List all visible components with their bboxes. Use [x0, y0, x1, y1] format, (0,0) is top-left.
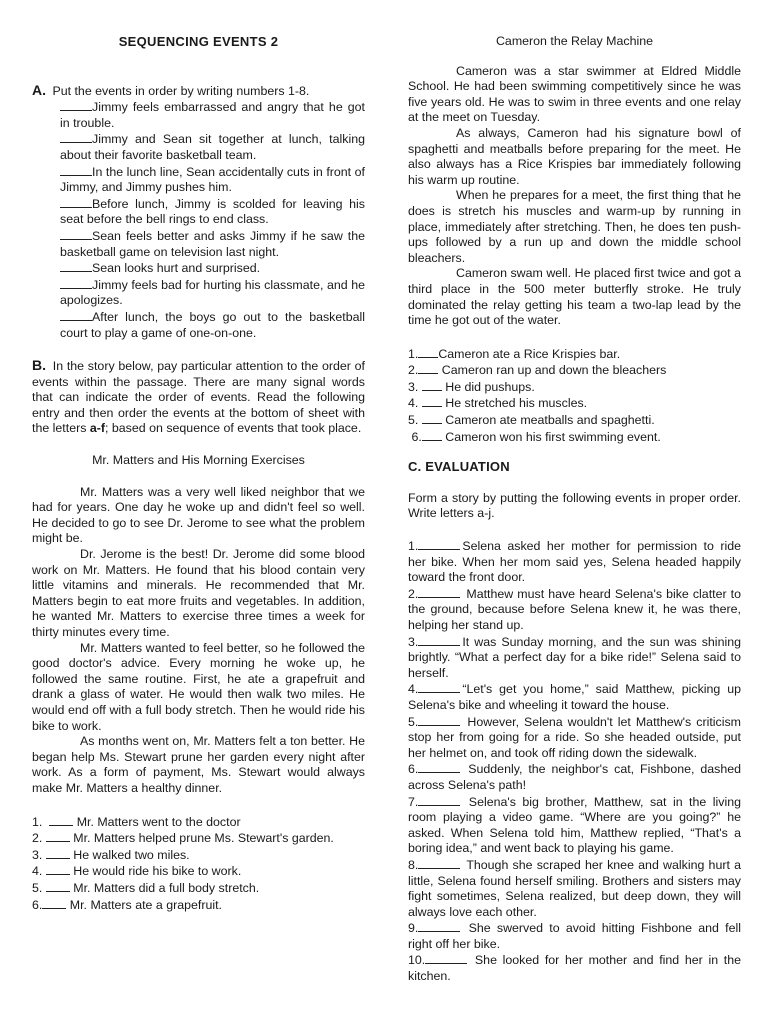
answer-blank[interactable]	[418, 761, 460, 773]
answer-blank[interactable]	[60, 277, 92, 289]
list-item: 3. It was Sunday morning, and the sun was shining brightly. “What a perfect day for a bike ride!” Selena said to herself.	[408, 634, 741, 680]
answer-blank[interactable]	[418, 538, 460, 550]
list-item: Sean looks hurt and surprised.	[60, 260, 365, 277]
right-column	[408, 30, 741, 985]
list-item: 1. Cameron ate a Rice Krispies bar.	[408, 346, 621, 361]
list-item: 6. Suddenly, the neighbor's cat, Fishbone, dashed across Selena's path!	[408, 762, 741, 792]
list-item: 2. Matthew must have heard Selena's bike clatter to the ground, because before Selena knew it, he was there, helping her stand up.	[408, 586, 741, 632]
story-paragraph: Cameron swam well. He placed first twice and got a third place in the 500 meter butterfly stroke. He truly dominated the relay getting his team a two-lap lead by the time he got out of the water.	[408, 266, 741, 328]
list-item: 4. He would ride his bike to work.	[32, 864, 242, 879]
answer-blank[interactable]	[418, 634, 460, 646]
list-item: Sean feels better and asks Jimmy if he saw the basketball game on television last night.	[60, 228, 365, 259]
list-item: 10. She looked for her mother and find her in the kitchen.	[408, 953, 741, 984]
list-item: 5. However, Selena wouldn't let Matthew's criticism stop her from going for a ride. So she headed outside, put her helmet on, and took off riding down the sidewalk.	[408, 714, 741, 760]
section-a-list	[32, 99, 365, 341]
list-item: 5. Mr. Matters did a full body stretch.	[32, 880, 260, 895]
answer-blank[interactable]	[418, 794, 460, 806]
section-b	[32, 358, 365, 913]
answer-blank[interactable]	[46, 863, 70, 875]
story-paragraph: When he prepares for a meet, the first thing that he does is stretch his muscles and warm-up by running in place, immediately after stretching. Then, he does ten push-ups followed by a run up and down the middle school bleachers.	[408, 188, 741, 265]
answer-blank[interactable]	[60, 228, 92, 240]
section-b-instruction: In the story below, pay particular attention to the order of events within the passage. There are many signal words that can indicate the order of events. Read the following entry and then order the events at the bottom of sheet with the letters	[32, 359, 365, 436]
section-b-letters-range: a-f	[89, 421, 106, 436]
list-item: 9. She swerved to avoid hitting Fishbone and fell right off her bike.	[408, 921, 741, 951]
story-paragraph: As months went on, Mr. Matters felt a ton better. He began help Ms. Stewart prune her garden every night after work. As a form of payment, Ms. Stewart would always make Mr. Matters a healthy dinner.	[32, 734, 365, 795]
list-item: 8. Though she scraped her knee and walking hurt a little, Selena found herself smiling. Brothers and sisters may fight sometimes, Selena realized, but deep down, they will always love each other.	[408, 857, 741, 919]
answer-blank[interactable]	[49, 814, 73, 826]
section-b-instruction-end: ; based on sequence of events that took place.	[105, 421, 362, 436]
answer-blank[interactable]	[46, 830, 70, 842]
section-a-instruction: Put the events in order by writing numbers 1-8.	[52, 83, 310, 98]
answer-blank[interactable]	[418, 586, 460, 598]
answer-blank[interactable]	[418, 920, 460, 932]
list-item: 2. Cameron ran up and down the bleachers	[408, 363, 667, 378]
answer-blank[interactable]	[60, 260, 92, 272]
answer-blank[interactable]	[46, 880, 70, 892]
list-item: 4. He stretched his muscles.	[408, 396, 588, 411]
story-paragraph: Mr. Matters wanted to feel better, so he followed the good doctor's advice. Every morning he woke up, he followed the same routine. First, he ate a grapefruit and drank a glass of water. He would then walk two miles. He would end off with a full body stretch. Then he would ride his bike to work.	[32, 640, 365, 733]
story-paragraph: As always, Cameron had his signature bowl of spaghetti and meatballs before preparing for the meet. He also always has a Rice Krispies bar immediately following his warm up routine.	[408, 125, 741, 187]
answer-blank[interactable]	[422, 429, 442, 441]
list-item: 5. Cameron ate meatballs and spaghetti.	[408, 413, 655, 428]
story-paragraph: Cameron was a star swimmer at Eldred Middle School. He had been swimming competitively since he was five years old. He was to swim in three events and one relay at the meet on Tuesday.	[408, 63, 741, 125]
story-title-matters: Mr. Matters and His Morning Exercises	[92, 453, 305, 468]
section-a-letter: A.	[32, 81, 46, 98]
list-item: Before lunch, Jimmy is scolded for leaving his seat before the bell rings to end class.	[60, 196, 365, 227]
answer-blank[interactable]	[60, 131, 92, 143]
answer-blank[interactable]	[418, 362, 438, 374]
story-paragraph: Mr. Matters was a very well liked neighbor that we had for years. One day he woke up and didn't feel so well. He decided to go to see Dr. Jerome to see what the problem might be.	[32, 484, 365, 546]
list-item: Jimmy feels bad for hurting his classmate, and he apologizes.	[60, 277, 365, 308]
answer-blank[interactable]	[60, 196, 92, 208]
evaluation-heading: C. EVALUATION	[408, 459, 510, 475]
answer-blank[interactable]	[425, 952, 467, 964]
answer-blank[interactable]	[422, 379, 442, 391]
answer-blank[interactable]	[418, 346, 438, 358]
worksheet-title: SEQUENCING EVENTS 2	[118, 34, 279, 49]
story-paragraph: Dr. Jerome is the best! Dr. Jerome did some blood work on Mr. Matters. He found that his blood contain very little vitamins and minerals. He recommended that Mr. Matters begin to eat more fruits and vegetables. In addition, he wanted Mr. Matters to exercise three times a week for thirty minutes every time.	[32, 547, 365, 639]
list-item: 1. Selena asked her mother for permission to ride her bike. When her mom said yes, Selena headed happily toward the front door.	[408, 539, 741, 585]
evaluation-list	[408, 538, 741, 985]
answer-blank[interactable]	[60, 309, 92, 321]
answer-blank[interactable]	[46, 847, 70, 859]
list-item: 6. Mr. Matters ate a grapefruit.	[32, 897, 222, 912]
list-item: After lunch, the boys go out to the basketball court to play a game of one-on-one.	[60, 309, 365, 340]
list-item: In the lunch line, Sean accidentally cuts in front of Jimmy, and Jimmy pushes him.	[60, 164, 365, 195]
cameron-question-list	[408, 346, 741, 446]
list-item: 1. Mr. Matters went to the doctor	[32, 814, 241, 829]
list-item: Jimmy and Sean sit together at lunch, talking about their favorite basketball team.	[60, 132, 365, 162]
left-column	[32, 30, 365, 913]
story-title-cameron: Cameron the Relay Machine	[495, 34, 654, 48]
list-item: 2. Mr. Matters helped prune Ms. Stewart's garden.	[32, 831, 334, 846]
answer-blank[interactable]	[60, 99, 92, 111]
list-item: 7. Selena's big brother, Matthew, sat in the living room playing a video game. “Where are you going?” he asked. When Selena told him, Matthew replied, “That's a boring idea,” and went back to playing his game.	[408, 794, 741, 856]
answer-blank[interactable]	[418, 681, 460, 693]
list-item: 4. “Let's get you home,” said Matthew, picking up Selena's bike and wheeling it toward the house.	[408, 682, 741, 712]
list-item: Jimmy feels embarrassed and angry that he got in trouble.	[60, 100, 365, 130]
answer-blank[interactable]	[42, 897, 66, 909]
answer-blank[interactable]	[418, 714, 460, 726]
answer-blank[interactable]	[422, 412, 442, 424]
answer-blank[interactable]	[418, 857, 460, 869]
list-item: 3. He walked two miles.	[32, 847, 190, 862]
matters-question-list	[32, 814, 365, 914]
section-b-letter: B.	[32, 357, 46, 374]
evaluation-instruction: Form a story by putting the following events in proper order. Write letters a-j.	[408, 490, 741, 521]
answer-blank[interactable]	[60, 164, 92, 176]
list-item: 6. Cameron won his first swimming event.	[411, 429, 661, 444]
list-item: 3. He did pushups.	[408, 379, 535, 394]
section-a	[32, 83, 365, 342]
answer-blank[interactable]	[422, 395, 442, 407]
